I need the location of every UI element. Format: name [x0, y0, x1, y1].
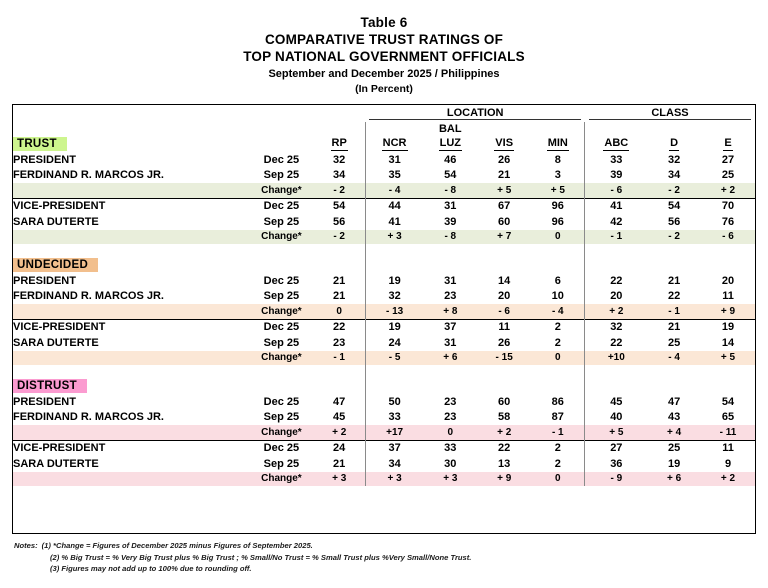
cell-e: 14	[721, 336, 735, 349]
table-row	[13, 410, 755, 426]
official-name: FERDINAND R. MARCOS JR.	[13, 169, 164, 182]
cell-ncr: 33	[365, 410, 423, 426]
cell-rp: 32	[333, 153, 346, 166]
official-name: FERDINAND R. MARCOS JR.	[13, 290, 164, 303]
cell-min: 87	[551, 411, 564, 424]
cell-abc: - 1	[585, 230, 647, 245]
cell-vis: - 15	[477, 351, 531, 366]
cell-rp: 21	[333, 290, 346, 303]
section-header-undecided	[13, 256, 249, 273]
cell-min: 2	[531, 319, 585, 335]
cell-ncr: 37	[365, 440, 423, 456]
cell-ncr: 19	[365, 319, 423, 335]
section-header-distrust	[13, 377, 249, 394]
cell-rp: - 1	[314, 351, 366, 366]
cell-vis: 11	[477, 319, 531, 335]
title-line-2: TOP NATIONAL GOVERNMENT OFFICIALS	[243, 49, 525, 64]
table-row	[13, 456, 755, 472]
cell-vis: 14	[498, 274, 511, 287]
cell-abc: + 2	[585, 304, 647, 319]
cell-min: 2	[554, 457, 561, 470]
cell-vis: 22	[477, 440, 531, 456]
cell-e: 19	[701, 319, 755, 335]
cell-min: - 1	[531, 425, 585, 440]
colhead-rp: RP	[331, 136, 347, 149]
cell-luz: 31	[444, 274, 457, 287]
cell-d: 54	[647, 198, 701, 214]
period-cell: Dec 25	[263, 395, 300, 408]
cell-rp: 23	[333, 336, 346, 349]
table-row	[13, 273, 755, 289]
cell-d: - 1	[647, 304, 701, 319]
cell-luz: 37	[423, 319, 477, 335]
colhead-d: D	[670, 136, 679, 149]
cell-e: + 2	[701, 183, 755, 198]
official-name: SARA DUTERTE	[13, 336, 99, 349]
cell-luz: 46	[444, 153, 457, 166]
table-row	[13, 152, 755, 168]
cell-d: 19	[667, 457, 681, 470]
cell-abc: 39	[585, 168, 647, 184]
cell-abc: + 5	[585, 425, 647, 440]
period-cell: Change*	[249, 351, 313, 366]
cell-rp: - 2	[314, 183, 366, 198]
notes-heading: Notes:	[14, 541, 38, 550]
colhead-min: MIN	[547, 136, 568, 149]
cell-ncr: 34	[365, 456, 423, 472]
table-row	[13, 214, 755, 230]
section-header-row-undecided	[13, 256, 755, 273]
colhead-ncr: NCR	[365, 135, 423, 152]
cell-ncr: +17	[365, 425, 423, 440]
group-header-class	[585, 105, 755, 122]
period-cell: Dec 25	[263, 274, 300, 287]
cell-vis: 13	[498, 457, 511, 470]
cell-ncr: - 13	[365, 304, 423, 319]
period-cell: Change*	[249, 425, 313, 440]
colhead-abc: ABC	[585, 135, 647, 152]
cell-rp: 56	[333, 215, 346, 228]
cell-min: 3	[554, 169, 561, 182]
cell-e: + 9	[701, 304, 755, 319]
cell-vis: + 7	[477, 230, 531, 245]
cell-min: 96	[551, 215, 564, 228]
cell-luz: 33	[423, 440, 477, 456]
cell-luz: 39	[444, 215, 457, 228]
cell-min: 96	[531, 198, 585, 214]
bal-label: BAL	[438, 122, 462, 135]
colhead-luz: LUZ	[439, 136, 461, 149]
official-title: VICE-PRESIDENT	[13, 440, 249, 456]
cell-ncr: + 3	[365, 472, 423, 487]
column-group-header-row	[13, 105, 755, 122]
title-subtitle: September and December 2025 / Philippines	[268, 68, 500, 80]
cell-rp: 54	[314, 198, 366, 214]
table-row	[13, 440, 755, 456]
official-title: PRESIDENT	[13, 153, 76, 166]
cell-min: 2	[554, 336, 561, 349]
cell-abc: 27	[585, 440, 647, 456]
cell-rp: 34	[333, 169, 346, 182]
cell-ncr: - 4	[365, 183, 423, 198]
cell-abc: 32	[585, 319, 647, 335]
cell-luz: - 8	[423, 183, 477, 198]
cell-rp: 21	[333, 274, 346, 287]
cell-min: 0	[531, 230, 585, 245]
cell-vis: 60	[498, 215, 511, 228]
cell-vis: + 5	[477, 183, 531, 198]
cell-luz: 23	[444, 395, 457, 408]
table-row	[13, 289, 755, 305]
official-title: PRESIDENT	[13, 395, 76, 408]
cell-luz: - 8	[423, 230, 477, 245]
cell-e: 20	[721, 274, 735, 287]
cell-ncr: + 3	[365, 230, 423, 245]
period-cell: Change*	[249, 472, 313, 487]
cell-vis: 67	[477, 198, 531, 214]
change-row	[13, 351, 755, 366]
cell-e: 65	[721, 411, 735, 424]
table-row	[13, 198, 755, 214]
cell-d: 21	[667, 274, 681, 287]
cell-abc: 36	[585, 456, 647, 472]
period-cell: Dec 25	[263, 153, 300, 166]
group-header-class-label: CLASS	[589, 107, 751, 120]
table-row	[13, 168, 755, 184]
cell-e: 11	[722, 290, 734, 303]
table-row	[13, 319, 755, 335]
notes-block	[14, 540, 754, 575]
cell-luz: 31	[423, 198, 477, 214]
period-cell: Sep 25	[263, 411, 300, 424]
cell-vis: + 2	[477, 425, 531, 440]
cell-abc: 20	[585, 289, 647, 305]
cell-luz: + 6	[423, 351, 477, 366]
official-title: VICE-PRESIDENT	[13, 198, 249, 214]
cell-vis: 60	[498, 395, 511, 408]
cell-rp: 0	[314, 304, 366, 319]
cell-d: 32	[667, 153, 681, 166]
table-row	[13, 335, 755, 351]
cell-rp: 45	[333, 411, 346, 424]
period-cell: Sep 25	[263, 290, 300, 303]
change-row	[13, 230, 755, 245]
cell-d: 25	[667, 336, 681, 349]
period-cell: Change*	[249, 230, 313, 245]
cell-abc: 22	[585, 273, 647, 289]
cell-rp: 24	[314, 440, 366, 456]
cell-abc: 42	[585, 214, 647, 230]
title-line-1: COMPARATIVE TRUST RATINGS OF	[264, 32, 504, 47]
cell-d: + 4	[647, 425, 701, 440]
period-cell: Sep 25	[263, 215, 300, 228]
cell-ncr: 41	[365, 214, 423, 230]
group-header-location	[365, 105, 585, 122]
cell-luz: 0	[423, 425, 477, 440]
cell-vis: + 9	[477, 472, 531, 487]
colhead-e: E	[724, 136, 732, 149]
group-header-location-label: LOCATION	[369, 107, 581, 120]
table-row	[13, 394, 755, 410]
official-name: SARA DUTERTE	[13, 457, 99, 470]
change-row	[13, 183, 755, 198]
cell-luz: 23	[444, 290, 457, 303]
period-cell: Change*	[249, 183, 313, 198]
period-cell: Sep 25	[263, 336, 300, 349]
section-header-trust	[13, 135, 249, 152]
note-1: (1) *Change = Figures of December 2025 minus Figures of September 2025.	[41, 541, 313, 550]
cell-abc: 33	[585, 152, 647, 168]
section-chip-undecided: UNDECIDED	[13, 258, 98, 272]
cell-luz: 54	[444, 169, 457, 182]
change-row	[13, 425, 755, 440]
column-header-row	[13, 135, 755, 152]
cell-e: - 11	[701, 425, 755, 440]
cell-e: 9	[724, 457, 732, 470]
note-2: (2) % Big Trust = % Very Big Trust plus % Big Trust ; % Small/No Trust = % Small Trust plus %Very Small/None Trust.	[50, 552, 472, 562]
cell-vis: 26	[498, 336, 511, 349]
cell-rp: 47	[333, 395, 346, 408]
change-row	[13, 304, 755, 319]
cell-d: 22	[667, 290, 681, 303]
cell-abc: - 9	[585, 472, 647, 487]
cell-e: 70	[701, 198, 755, 214]
section-header-row-distrust	[13, 377, 755, 394]
cell-d: 47	[667, 395, 681, 408]
cell-d: 34	[667, 169, 681, 182]
cell-rp: + 3	[314, 472, 366, 487]
cell-abc: +10	[585, 351, 647, 366]
cell-e: 25	[721, 169, 735, 182]
section-spacer	[13, 365, 755, 377]
note-1-row	[14, 540, 754, 552]
official-name: FERDINAND R. MARCOS JR.	[13, 411, 164, 424]
cell-ncr: 24	[365, 335, 423, 351]
cell-min: 2	[531, 440, 585, 456]
cell-min: + 5	[531, 183, 585, 198]
cell-min: 86	[551, 395, 564, 408]
cell-d: - 4	[647, 351, 701, 366]
cell-d: - 2	[647, 183, 701, 198]
cell-ncr: 44	[365, 198, 423, 214]
bottom-spacer	[13, 486, 755, 493]
cell-min: - 4	[531, 304, 585, 319]
cell-abc: 45	[585, 394, 647, 410]
cell-luz: 30	[444, 457, 457, 470]
cell-e: - 6	[701, 230, 755, 245]
cell-ncr: - 5	[365, 351, 423, 366]
cell-ncr: 50	[365, 394, 423, 410]
official-title: VICE-PRESIDENT	[13, 319, 249, 335]
cell-vis: 20	[498, 290, 511, 303]
bal-row	[13, 122, 755, 135]
title-block	[0, 0, 768, 97]
cell-rp: + 2	[314, 425, 366, 440]
cell-vis: 58	[498, 411, 511, 424]
period-cell: Change*	[249, 304, 313, 319]
cell-e: 54	[721, 395, 735, 408]
data-table	[12, 104, 756, 534]
cell-abc: 40	[585, 410, 647, 426]
cell-ncr: 19	[365, 273, 423, 289]
cell-d: 43	[667, 411, 681, 424]
cell-d: 21	[647, 319, 701, 335]
cell-ncr: 31	[365, 152, 423, 168]
title-unit: (In Percent)	[355, 83, 413, 95]
cell-d: 25	[647, 440, 701, 456]
cell-e: + 2	[701, 472, 755, 487]
cell-d: + 6	[647, 472, 701, 487]
cell-abc: 41	[585, 198, 647, 214]
cell-min: 0	[531, 351, 585, 366]
cell-e: 76	[721, 215, 735, 228]
cell-ncr: 35	[365, 168, 423, 184]
cell-vis: 26	[498, 153, 511, 166]
change-row	[13, 472, 755, 487]
cell-rp: 21	[333, 457, 346, 470]
cell-min: 10	[551, 290, 564, 303]
note-3: (3) Figures may not add up to 100% due to rounding off.	[50, 564, 252, 573]
official-title: PRESIDENT	[13, 274, 76, 287]
cell-e: 27	[721, 153, 735, 166]
period-cell: Dec 25	[249, 440, 313, 456]
cell-vis: 21	[498, 169, 511, 182]
section-chip-trust: TRUST	[13, 137, 67, 151]
period-cell: Sep 25	[263, 457, 300, 470]
cell-luz: + 8	[423, 304, 477, 319]
cell-rp: - 2	[314, 230, 366, 245]
cell-luz: + 3	[423, 472, 477, 487]
period-cell: Sep 25	[263, 169, 300, 182]
cell-vis: - 6	[477, 304, 531, 319]
section-chip-distrust: DISTRUST	[13, 379, 87, 393]
colhead-vis: VIS	[495, 136, 514, 149]
period-cell: Dec 25	[249, 319, 313, 335]
cell-min: 0	[531, 472, 585, 487]
cell-luz: 31	[444, 336, 457, 349]
cell-abc: 22	[585, 335, 647, 351]
official-name: SARA DUTERTE	[13, 215, 99, 228]
cell-luz: 23	[444, 411, 457, 424]
period-cell: Dec 25	[249, 198, 313, 214]
cell-min: 6	[554, 274, 561, 287]
cell-ncr: 32	[365, 289, 423, 305]
cell-d: - 2	[647, 230, 701, 245]
cell-rp: 22	[314, 319, 366, 335]
cell-abc: - 6	[585, 183, 647, 198]
cell-d: 56	[667, 215, 681, 228]
cell-e: 11	[701, 440, 755, 456]
section-spacer	[13, 244, 755, 256]
table-number: Table 6	[360, 15, 408, 30]
cell-min: 8	[554, 153, 561, 166]
cell-e: + 5	[701, 351, 755, 366]
